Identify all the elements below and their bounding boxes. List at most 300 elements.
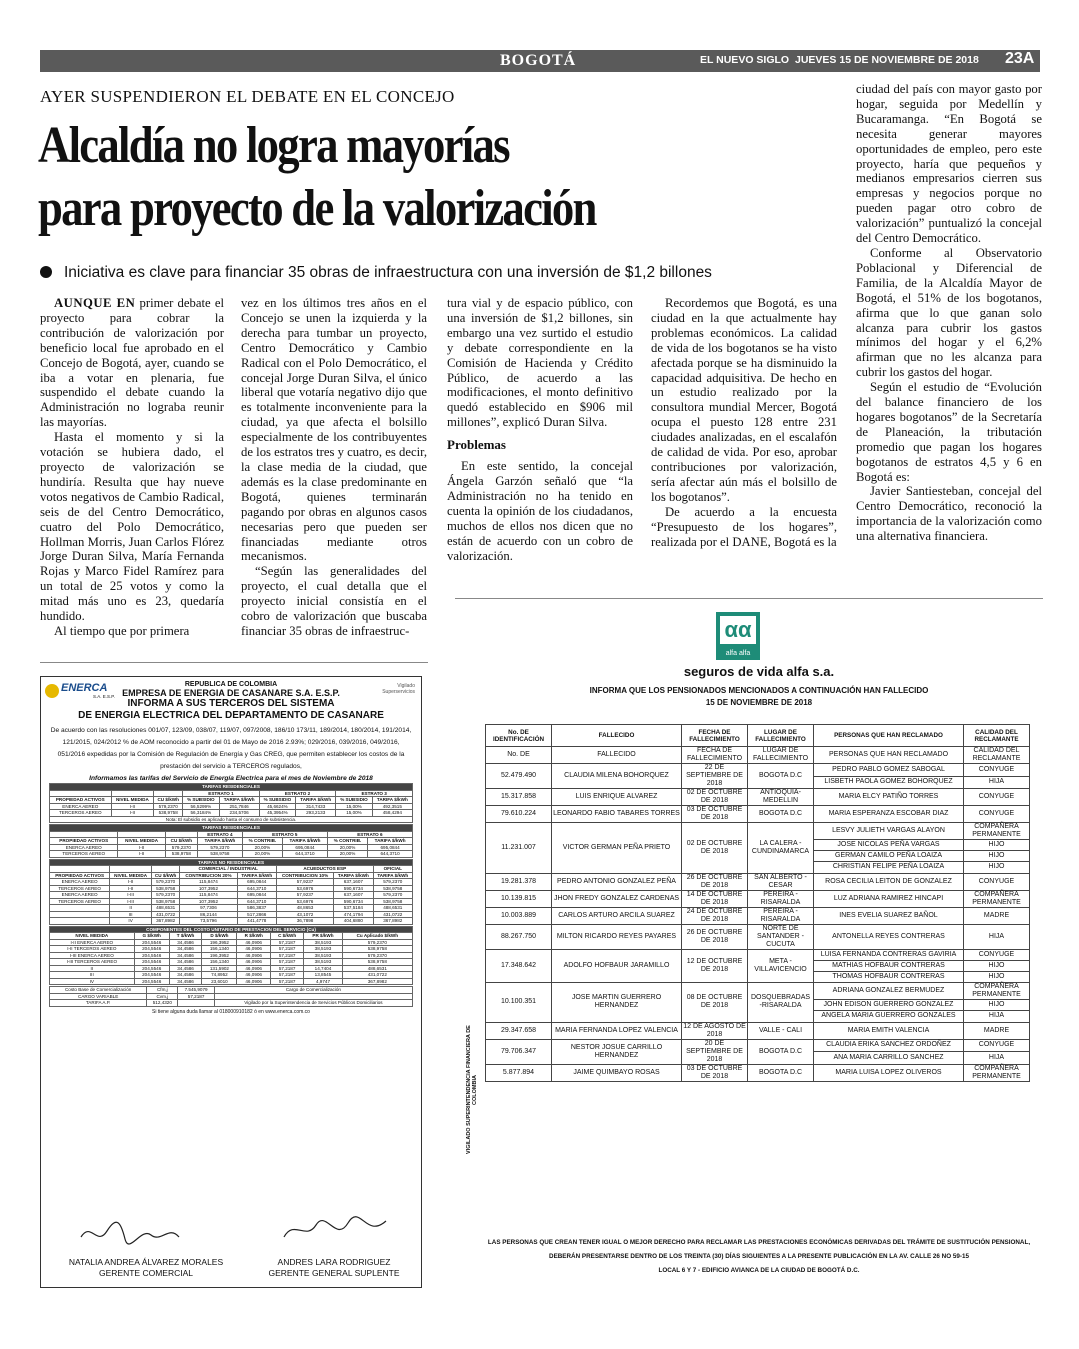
table-cell: I-II ENERCA AEREO [50, 939, 135, 946]
table-cell: TERCEROS AEREO [50, 810, 112, 817]
id-number: 88.267.750 [486, 924, 552, 949]
table-cell: 20,00% [327, 851, 367, 858]
deceased-name: FALLECIDO [552, 747, 682, 764]
table-cell: 46,0906 [237, 959, 270, 966]
table-cell: CONTRIBUCION 10% [276, 872, 333, 879]
table-cell: 46,0906 [237, 952, 270, 959]
claimant-relation: COMPAÑERA PERMANENTE [964, 1064, 1030, 1081]
death-date: FECHA DE FALLECIMIENTO [682, 747, 748, 764]
table-cell: ESTRATO 4 [198, 831, 243, 838]
tariff-table [49, 824, 413, 858]
tariff-tables [49, 783, 413, 1007]
table-cell: 579,2370 [151, 892, 179, 899]
table-cell: 7.545,9079 [178, 987, 214, 994]
table-cell: 204,5546 [134, 972, 169, 979]
table-cell: 431,0722 [342, 972, 412, 979]
paragraph: En este sentido, la concejal Ángela Garzón señaló que “la Administración no ha tenido en cuenta la opinión de los ciudadanos, muchos de ellos nos dicen que no están de acuerdo con un cobro de valorización. [447, 459, 633, 563]
death-date: 03 DE OCTUBRE DE 2018 [682, 806, 748, 823]
table-cell: 57,2187 [270, 959, 303, 966]
table-cell: 590,6734 [334, 885, 373, 892]
id-number: 19.281.378 [486, 873, 552, 890]
alfa-word: alfa alfa [725, 650, 751, 657]
claimant-name: MARIA LUISA LOPEZ OLIVEROS [814, 1064, 964, 1081]
table-cell: 38,5193 [304, 959, 342, 966]
table-cell: 45,6624% [259, 803, 295, 810]
paragraph: Conforme al Observatorio Poblacional y Diferencial de Familia, de la Alcaldía Mayor de Bogotá, el 51% de los bogotanos, afirma que lo que ganan solo alcanza para cubrir los gastos mínimos del hogar y el 6,2% afirman que no les alcanza para cubrir los gastos del hogar. [856, 245, 1042, 380]
claimant-name: LESVY JULIETH VARGAS ALAYON [814, 823, 964, 840]
signature-1 [61, 1217, 201, 1251]
table-cell: TARIFA $/kWh [296, 797, 336, 804]
table-cell: TERCEROS AEREO [50, 851, 118, 858]
table-cell: 34,4586 [169, 972, 202, 979]
notice-title: INFORMA A SUS TERCEROS DEL SISTEMA [127, 698, 335, 709]
table-cell: 644,3710 [237, 885, 276, 892]
table-cell [178, 1000, 214, 1007]
deceased-name: CARLOS ARTURO ARCILA SUAREZ [552, 907, 682, 924]
table-cell: 38,5193 [304, 939, 342, 946]
death-place: BOGOTA D.C [748, 806, 814, 823]
notice-paragraph: De acuerdo con las resoluciones 001/07, 123/09, 038/07, 119/07, 097/2008, 186/10 173/11, 189/2014, 180/2014, 191/2014, 121/2015, 024/2012 % de AOM reconocido a partir del 01 de Mayo de 2016 2.93%; 029/2016, 039/2016, 049/2016, 051/2016 expedidas por la Comisión de Regulación de Energía y Gas CREG, que permiten establecer los costos de la prestación del servicio a TERCEROS regulados, [50, 727, 412, 770]
issue-date: JUEVES 15 DE NOVIEMBRE DE 2018 [795, 54, 979, 66]
table-cell: 57,2187 [270, 946, 303, 953]
death-place: ANTIOQUIA-MEDELLIN [748, 789, 814, 806]
tariff-table [49, 859, 413, 925]
claimant-relation: HIJA [964, 1011, 1030, 1022]
table-cell: NIVEL MEDIDA [50, 933, 135, 940]
table-cell: 367,8982 [373, 918, 412, 925]
table-cell: 57,2187 [270, 978, 303, 985]
id-number: 79.610.224 [486, 806, 552, 823]
table-cell: IV [110, 918, 152, 925]
table-row [486, 823, 1030, 840]
claimant-name: PERSONAS QUE HAN RECLAMADO [814, 747, 964, 764]
table-cell: ENERCA AEREO [50, 803, 112, 810]
claimant-name: LUZ ADRIANA RAMIREZ HINCAPI [814, 890, 964, 907]
table-cell: 441,4778 [237, 918, 276, 925]
table-cell: TARIFA $/kWh [237, 872, 276, 879]
table-cell: 637,1607 [334, 879, 373, 886]
claimant-name: JOHN EDISON GUERRERO GONZALEZ [814, 1000, 964, 1011]
table-cell: 46,0906 [237, 946, 270, 953]
table-cell: ESTRATO 1 [183, 790, 260, 797]
table-cell: % SUBSIDIO [183, 797, 219, 804]
table-cell: 196,3952 [202, 939, 237, 946]
death-date: 20 DE SEPTIEMBRE DE 2018 [682, 1039, 748, 1064]
id-number: 10.139.815 [486, 890, 552, 907]
table-cell: 579,2370 [342, 952, 412, 959]
table-cell: II [110, 905, 152, 912]
table-cell: IV [50, 978, 135, 985]
table-cell: % CONTRIB. [242, 838, 282, 845]
table-cell: ESTRATO 5 [242, 831, 327, 838]
tariff-table [49, 926, 413, 986]
death-place: BOGOTA D.C [748, 764, 814, 789]
table-row [486, 764, 1030, 777]
table-cell: 34,4586 [169, 965, 202, 972]
claimant-name: CLAUDIA ERIKA SANCHEZ ORDOÑEZ [814, 1039, 964, 1052]
table-cell: 517,2866 [237, 911, 276, 918]
death-date: 12 DE OCTUBRE DE 2018 [682, 949, 748, 983]
table-cell: 56,5299% [183, 803, 219, 810]
claimant-name: MARIA ELCY PATIÑO TORRES [814, 789, 964, 806]
deceased-name: VICTOR GERMAN PEÑA PRIETO [552, 823, 682, 874]
table-cell: D $/kWh [202, 933, 237, 940]
death-date: 08 DE OCTUBRE DE 2018 [682, 983, 748, 1022]
claimant-relation: CONYUGE [964, 806, 1030, 823]
table-cell: 107,3952 [180, 885, 237, 892]
signature-block-1 [61, 1257, 231, 1279]
id-number: 29.347.658 [486, 1022, 552, 1039]
table-cell: 156,1340 [202, 959, 237, 966]
table-cell: % SUBSIDIO [259, 797, 295, 804]
death-date: 26 DE OCTUBRE DE 2018 [682, 924, 748, 949]
table-cell: 4,9747 [304, 978, 342, 985]
table-cell: 57,2187 [178, 993, 214, 1000]
table-cell: 234,5706 [219, 810, 259, 817]
deceased-table [485, 724, 1030, 1082]
table-cell: 38,5193 [304, 946, 342, 953]
signature-block-2 [249, 1257, 419, 1279]
table-cell: 56,3184% [183, 810, 219, 817]
table-cell: NIVEL MEDIDA [110, 872, 152, 879]
deceased-name: PEDRO ANTONIO GONZALEZ PEÑA [552, 873, 682, 890]
deceased-name: MARIA FERNANDA LOPEZ VALENCIA [552, 1022, 682, 1039]
table-cell: CONTRIBUCION 20% [180, 872, 237, 879]
claimant-relation: CONYUGE [964, 764, 1030, 777]
claimant-relation: HIJA [964, 924, 1030, 949]
column-header: FALLECIDO [552, 725, 682, 747]
table-cell: 13,8545 [304, 972, 342, 979]
table-row [50, 797, 413, 804]
table-cell: 579,2370 [151, 879, 179, 886]
summary [40, 264, 840, 282]
table-cell: I-II [110, 885, 152, 892]
table-cell: T $/kWh [169, 933, 202, 940]
table-cell: % SUBSIDIO [336, 797, 372, 804]
table-row [486, 747, 1030, 764]
table-cell: 458,4294 [372, 810, 412, 817]
table-row [486, 924, 1030, 949]
table-cell: TERCEROS AEREO [50, 885, 110, 892]
table-cell: 293,2133 [296, 810, 336, 817]
table-cell: 34,4586 [169, 939, 202, 946]
table-cell: 431,0722 [151, 911, 179, 918]
paragraph: Hasta el momento y si la votación se hubiera dado, el proyecto de valorización se hundiría. Resulta que hay nueve votos negativos de Cambio Radical, seis de del Centro Democrático, cuatro del Polo Democrático, Hollman Morris, Juan Carlos Flórez Jorge Duran Silva, María Fernanda Rojas y Marco Fidel Ramírez para un total de 25 votos y como la mitad más uno es 23, quedaría hundido. [40, 430, 224, 624]
id-number: 11.231.007 [486, 823, 552, 874]
table-cell: % CONTRIB. [327, 838, 367, 845]
table-cell: 579,2370 [165, 844, 197, 851]
death-place: LUGAR DE FALLECIMIENTO [748, 747, 814, 764]
table-cell: 15,00% [336, 803, 372, 810]
deceased-name: ADOLFO HOFBAUR JARAMILLO [552, 949, 682, 983]
table-cell: 579,2370 [373, 892, 412, 899]
table-cell: ENERCA AEREO [50, 892, 110, 899]
table-cell: 404,6880 [334, 918, 373, 925]
claimant-relation: HIJO [964, 851, 1030, 862]
table-cell: 367,8982 [342, 978, 412, 985]
claimant-name: LUISA FERNANDA CONTRERAS GAVIRIA [814, 949, 964, 960]
table-cell: I-III TERCEROS AEREO [50, 959, 135, 966]
table-cell: 107,3952 [180, 898, 237, 905]
table-cell: TARIFA $/kWh [198, 838, 243, 845]
claimant-relation: HIJO [964, 960, 1030, 971]
table-cell: Cu Aplicado $/kWh [342, 933, 412, 940]
table-cell: 695,0844 [237, 879, 276, 886]
table-row [50, 851, 413, 858]
table-cell: 538,9758 [154, 810, 183, 817]
signer-role: GERENTE GENERAL SUPLENTE [268, 1268, 400, 1278]
table-cell: I-II [111, 803, 154, 810]
table-cell: III [110, 911, 152, 918]
headline [38, 114, 795, 240]
table-cell: 57,2187 [270, 952, 303, 959]
deceased-name: MILTON RICARDO REYES PAYARES [552, 924, 682, 949]
table-cell: 512,4320 [147, 1000, 178, 1007]
table-cell: 43,1072 [276, 911, 333, 918]
lead-in: AUNQUE EN [54, 296, 136, 310]
table-row [486, 1064, 1030, 1081]
table-cell: 637,1607 [334, 892, 373, 899]
table-cell: TARIFA $/kWh [219, 797, 259, 804]
table-cell: 579,2370 [198, 844, 243, 851]
table-cell: 538,9758 [342, 946, 412, 953]
claimant-relation: HIJO [964, 1000, 1030, 1011]
paragraph: Recordemos que Bogotá, es una ciudad en la que actualmente hay problemas económicos. La calidad de vida de los bogotanos se ha visto afectada porque se ha disminuido la capacidad adquisitiva. De hecho en un estudio realizado por la consultora mundial Mercer, Bogotá ocupa el puesto 128 entre 231 ciudades analizadas, en el escalafón de calidad de vida. Por eso, aprobar contribuciones por valorización, sería afectar aún más el bolsillo de los bogotanos”. [651, 296, 837, 504]
claimant-relation: COMPAÑERA PERMANENTE [964, 983, 1030, 1000]
table-cell: 74,8952 [202, 972, 237, 979]
claimant-name: ANGELA MARIA GUERRERO GONZALES [814, 1011, 964, 1022]
table-cell: 46,0906 [237, 965, 270, 972]
table-cell: 34,4586 [169, 952, 202, 959]
table-cell [50, 918, 110, 925]
column-header: No. DE IDENTIFICACIÓN [486, 725, 552, 747]
notice-intro: Informamos las tarifas del Servicio de Energía Electrica para el mes de Noviembre de 2018 [89, 775, 373, 782]
article-column-3 [447, 296, 633, 563]
table-cell: OFICIAL [373, 866, 412, 873]
table-cell: 73,5796 [180, 918, 237, 925]
paper-name: EL NUEVO SIGLO [700, 54, 790, 66]
table-cell: CARGO VARIABLE [50, 993, 147, 1000]
death-date: 02 DE OCTUBRE DE 2018 [682, 789, 748, 806]
table-cell: 204,5546 [134, 946, 169, 953]
table-cell: TARIFA $/kWh [373, 872, 412, 879]
claimant-name: MATHIAS HOFBAUR CONTRERAS [814, 960, 964, 971]
claimant-name: ANTONELLA REYES CONTRERAS [814, 924, 964, 949]
table-cell: 34,4586 [169, 959, 202, 966]
table-cell: 579,2370 [154, 803, 183, 810]
table-cell: 34,4586 [169, 978, 202, 985]
table-cell: I-III [110, 892, 152, 899]
column-header: CALIDAD DEL RECLAMANTE [964, 725, 1030, 747]
table-cell: TARIFA A.P. [50, 1000, 147, 1007]
claimant-relation: MADRE [964, 1022, 1030, 1039]
claimant-relation: HIJO [964, 862, 1030, 873]
table-cell: I-II TERCEROS AEREO [50, 946, 135, 953]
table-cell: 57,9237 [276, 879, 333, 886]
table-cell: NIVEL MEDIDA [118, 838, 165, 845]
table-cell: 538,9758 [373, 898, 412, 905]
table-cell: TARIFA $/kWh [372, 797, 412, 804]
table-cell: 36,7898 [276, 918, 333, 925]
table-cell: 46,0906 [237, 972, 270, 979]
paragraph: Al tiempo que por primera [54, 623, 190, 638]
table-row [50, 872, 413, 879]
deceased-name: CLAUDIA MILENA BOHORQUEZ [552, 764, 682, 789]
table-row [50, 978, 413, 985]
table-cell: C $/kWh [270, 933, 303, 940]
alfa-mark: αα [720, 616, 756, 644]
footer-line: DEBERÁN PRESENTARSE DENTRO DE LOS TREINTA (30) DÍAS SIGUIENTES A LA PRESENTE PUBLICACIÓN EN LA AV. CALLE 26 NO 59-15 [549, 1253, 969, 1260]
table-cell: 14,7404 [304, 965, 342, 972]
table-cell: ESTRATO 3 [336, 790, 413, 797]
death-date: 02 DE OCTUBRE DE 2018 [682, 823, 748, 874]
table-cell: TARIFA $/kWh [368, 838, 413, 845]
paragraph: De acuerdo a la encuesta “Presupuesto de los hogares”, realizada por el DANE, Bogotá es la [651, 504, 837, 549]
death-date: 22 DE SEPTIEMBRE DE 2018 [682, 764, 748, 789]
claimant-relation: COMPAÑERA PERMANENTE [964, 890, 1030, 907]
table-cell: Cargo de Comercialización [214, 987, 412, 994]
death-place: VALLE - CALI [748, 1022, 814, 1039]
table-cell: 57,2187 [270, 972, 303, 979]
table-cell: ENERCA AEREO [50, 879, 110, 886]
table-row [486, 890, 1030, 907]
table-cell: Cvm,j [147, 993, 178, 1000]
table-cell: 115,8474 [180, 892, 237, 899]
table-cell: PROPIEDAD ACTIVOS [50, 872, 110, 879]
table-cell: 644,3710 [368, 851, 413, 858]
table-row [50, 838, 413, 845]
superservicios-logo: Vigilado Superservicios [382, 683, 415, 695]
table-cell: 46,0906 [237, 978, 270, 985]
summary-text: Iniciativa es clave para financiar 35 obras de infraestructura con una inversión de $1,2 billones [64, 264, 712, 281]
table-row [486, 949, 1030, 960]
table-cell: 579,2370 [373, 879, 412, 886]
alfa-logo [716, 612, 760, 660]
table-cell: 538,9758 [373, 885, 412, 892]
table-row [486, 907, 1030, 924]
table-header [486, 725, 1030, 747]
claimant-name: MARIA ESPERANZA ESCOBAR DIAZ [814, 806, 964, 823]
table-cell: 57,2187 [270, 939, 303, 946]
enerca-notice [40, 676, 422, 1288]
paragraph: vez en los últimos tres años en el Concejo se unen la izquierda y la derecha para tumbar un proyecto, Centro Democrático y Cambio Radical con el Polo Democrático, el concejal Jorge Duran Silva, el único liberal que votaría negativo dijo que es totalmente inconveniente para la ciudad, ya que afecta el bolsillo especialmente de los contribuyentes de los estratos tres y cuatro, es decir, la clase media de la ciudad, que además es la clase predominante en Bogotá, quienes terminarán pagando por obras en algunos casos necesarias pero que pueden ser financiadas mediante otros mecanismos. [241, 296, 427, 564]
table-cell: 46,0906 [237, 939, 270, 946]
table-cell: 20,00% [327, 844, 367, 851]
table-row [486, 1039, 1030, 1052]
table-cell: 590,6734 [334, 898, 373, 905]
claimant-relation: CONYUGE [964, 789, 1030, 806]
table-cell: 251,7846 [219, 803, 259, 810]
death-place: LA CALERA - CUNDINAMARCA [748, 823, 814, 874]
table-cell: 644,3710 [237, 898, 276, 905]
bullet-icon [40, 266, 52, 278]
table-cell: I-II [118, 844, 165, 851]
death-date: 26 DE OCTUBRE DE 2018 [682, 873, 748, 890]
table-row [486, 789, 1030, 806]
table-cell: 474,1794 [334, 911, 373, 918]
table-row [50, 816, 413, 823]
footer-line: LOCAL 6 Y 7 - EDIFICIO AVIANCA DE LA CIUDAD DE BOGOTÁ D.C. [658, 1267, 860, 1274]
paragraph: Javier Santiesteban, concejal del Centro Democrático, reconoció la importancia de la valorización como una alternativa financiera. [856, 484, 1042, 544]
table-cell: 492,3515 [372, 803, 412, 810]
table-cell: ENERCA AEREO [50, 844, 118, 851]
column-header: PERSONAS QUE HAN RECLAMADO [814, 725, 964, 747]
table-cell: ESTRATO 6 [327, 831, 412, 838]
claimant-relation: CONYUGE [964, 1039, 1030, 1052]
table-cell: 537,5184 [334, 905, 373, 912]
table-cell: CU $/kWh [151, 872, 179, 879]
logo-text: ENERCA [61, 682, 108, 694]
death-date: 14 DE OCTUBRE DE 2018 [682, 890, 748, 907]
paragraph: tura vial y de espacio público, con una inversión de $1,2 billones, sin embargo una vez surtido el estudio y debate correspondiente en la Comisión de Hacienda y Crédito Público, de acuerdo a las modificaciones, el monto definitivo quedó establecido en $906 mil millones”, explicó Duran Silva. [447, 296, 633, 430]
paragraph: Según el estudio de “Evolución del balance financiero de los hogares bogotanos” de la Secretaría de Planeación, la tributación promedio que pagan los hogares bogotanos de estratos 4,5 y 6 en Bogotá es: [856, 380, 1042, 484]
id-number: 17.348.642 [486, 949, 552, 983]
kicker: AYER SUSPENDIERON EL DEBATE EN EL CONCEJO [40, 87, 455, 106]
table-cell: 34,4586 [169, 946, 202, 953]
claimant-name: PEDRO PABLO GOMEZ SABOGAL [814, 764, 964, 777]
band-label: COMPONENTES DEL COSTO UNITARIO DE PRESTACION DEL SERVICIO (Cu) [50, 926, 413, 933]
signer-name: NATALIA ANDREA ÁLVAREZ MORALES [68, 1257, 224, 1267]
table-cell: 538,9758 [198, 851, 243, 858]
table-cell: 97,7306 [180, 905, 237, 912]
table-row [50, 918, 413, 925]
table-cell: CU $/kWh [165, 838, 197, 845]
table-cell: 86,2144 [180, 911, 237, 918]
table-cell: 204,5546 [134, 959, 169, 966]
band-label: TARIFAS RESIDENCIALES [50, 784, 413, 791]
article-column-2 [241, 296, 427, 639]
table-body [486, 747, 1030, 1082]
table-cell: 38,5193 [304, 952, 342, 959]
table-cell: G $/kWh [134, 933, 169, 940]
table-cell: 695,0844 [237, 892, 276, 899]
divider [40, 662, 428, 663]
table-cell: COMERCIAL / INDUSTRIAL [180, 866, 277, 873]
table-cell: NIVEL MEDIDA [111, 797, 154, 804]
table-cell: Cfm,j [147, 987, 178, 994]
table-cell: 488,6531 [342, 965, 412, 972]
notice-title: INFORMA QUE LOS PENSIONADOS MENCIONADOS A CONTINUACIÓN HAN FALLECIDO [589, 686, 929, 695]
sun-icon [45, 684, 59, 698]
table-cell: 57,2187 [270, 965, 303, 972]
signature-2 [266, 1213, 406, 1247]
table-cell: 115,8474 [180, 879, 237, 886]
table-cell: 53,6976 [276, 898, 333, 905]
page-number: 23A [1005, 50, 1035, 67]
table-row [486, 1022, 1030, 1039]
death-place: PEREIRA - RISARALDA [748, 907, 814, 924]
tariff-table [49, 783, 413, 823]
claimant-name: ROSA CECILIA LEITON DE GONZALEZ [814, 873, 964, 890]
death-place: NORTE DE SANTANDER - CUCUTA [748, 924, 814, 949]
table-cell: 45,3954% [259, 810, 295, 817]
table-cell: 57,9237 [276, 892, 333, 899]
headline-line-1: Alcaldía no logra mayorías [38, 117, 509, 174]
paragraph: ciudad del país con mayor gasto por hogar, seguida por Medellín y Bucaramanga. “En Bogotá se necesita generar mayores oportunidades de empleo, pero este proyecto, haría que pequeños y medianos empresarios cierren sus empresas y negocios porque no pueden pagar otro cobro de valorización” puntualizó la concejal del Centro Democrático. [856, 82, 1042, 246]
vigilado-label: VIGILADO SUPERINTENDENCIA FINANCIERA DE COLOMBIA [466, 1025, 478, 1155]
headline-line-2: para proyecto de la valorización [38, 180, 596, 237]
table-cell: 204,5546 [134, 952, 169, 959]
claimant-relation: CONYUGE [964, 873, 1030, 890]
notice-date: 15 DE NOVIEMBRE DE 2018 [705, 698, 813, 707]
republica: REPUBLICA DE COLOMBIA [184, 681, 278, 688]
table-cell: 204,5546 [134, 965, 169, 972]
table-cell: 579,2370 [342, 939, 412, 946]
table-row [486, 873, 1030, 890]
table-cell: 488,6531 [373, 905, 412, 912]
notice-footer: Si tiene alguna duda llamar al 018000910182 ó en www.enerca.com.co [152, 1008, 310, 1015]
claimant-relation: HIJA [964, 1052, 1030, 1065]
